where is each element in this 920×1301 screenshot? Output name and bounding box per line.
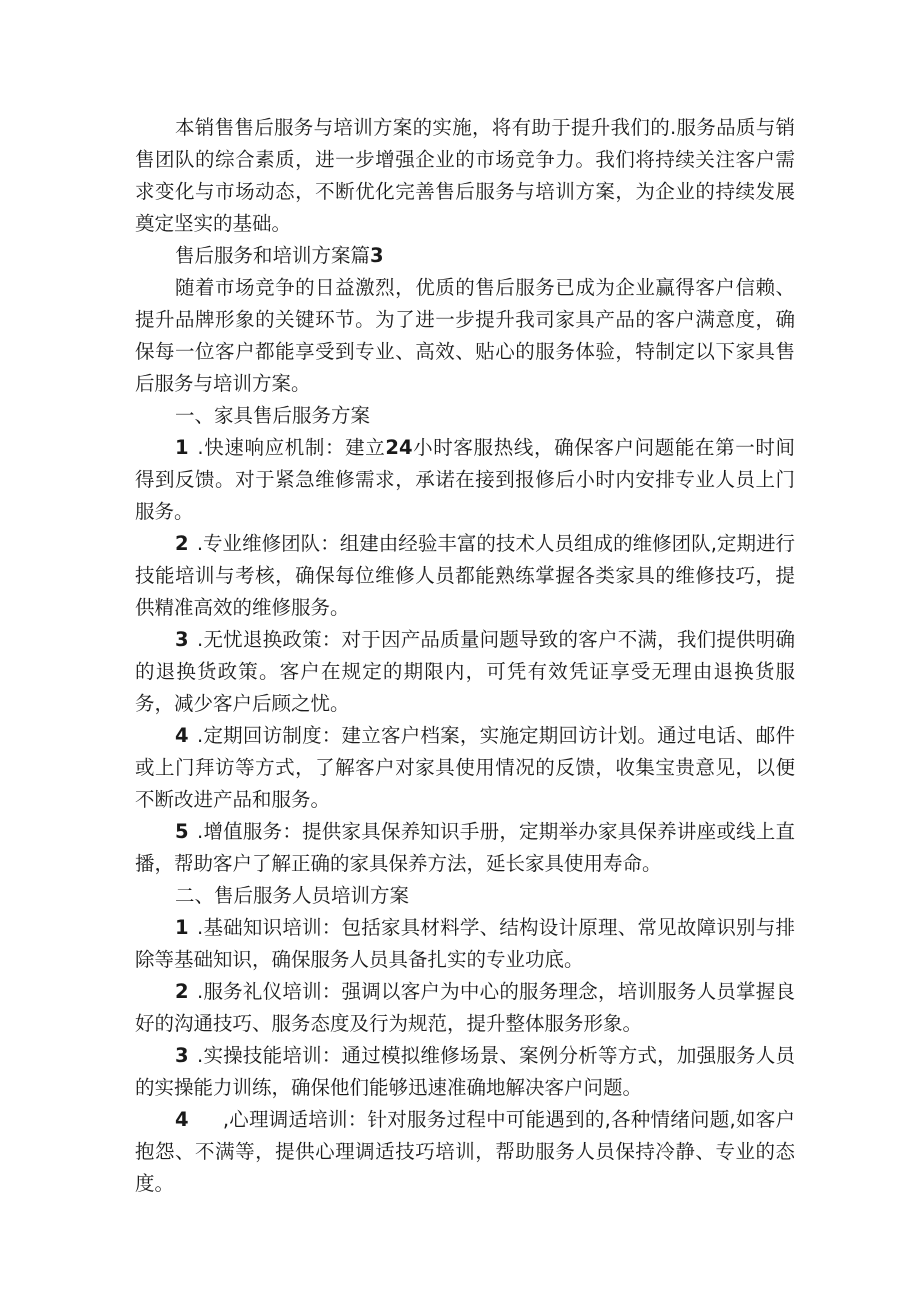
item-number: 3 (175, 1044, 191, 1067)
item-number: 2 (175, 532, 191, 555)
part2-item (135, 976, 795, 1040)
item-text: .服务礼仪培训：强调以客户为中心的服务理念，培训服务人员掌握良好的沟通技巧、服务态度及行为规范，提升整体服务形象。 (135, 980, 796, 1035)
item-number: 5 (175, 820, 191, 843)
intro-paragraph: 本销售售后服务与培训方案的实施，将有助于提升我们的.服务品质与销售团队的综合素质，进一步增强企业的市场竞争力。我们将持续关注客户需求变化与市场动态，不断优化完善售后服务与培训方案，为企业的持续发展奠定坚实的基础。 (135, 116, 795, 235)
part1-title: 一、家具售后服务方案 (175, 404, 371, 427)
part1-item (135, 432, 795, 528)
part1-item (135, 528, 795, 624)
document-page (135, 112, 795, 1200)
part1-item (135, 720, 795, 816)
part2-item (135, 1104, 795, 1200)
item-text: .实操技能培训：通过模拟维修场景、案例分析等方式，加强服务人员的实操能力训练，确保他们能够迅速准确地解决客户问题。 (135, 1044, 796, 1099)
opening-paragraph: 随着市场竞争的日益激烈，优质的售后服务已成为企业赢得客户信赖、提升品牌形象的关键环节。为了进一步提升我司家具产品的客户满意度，确保每一位客户都能享受到专业、高效、贴心的服务体验，特制定以下家具售后服务与培训方案。 (135, 276, 795, 395)
item-text: .无忧退换政策：对于因产品质量问题导致的客户不满，我们提供明确的退换货政策。客户在规定的期限内，可凭有效凭证享受无理由退换货服务，减少客户后顾之忧。 (135, 628, 796, 715)
item-number: 1 (175, 916, 191, 939)
part2-item (135, 912, 795, 976)
item-number: 4 (175, 1108, 191, 1131)
item-text: ,心理调适培训：针对服务过程中可能遇到的,各种情绪问题,如客户抱怨、不满等，提供心理调适技巧培训，帮助服务人员保持冷静、专业的态度。 (135, 1108, 795, 1195)
part2-item (135, 1040, 795, 1104)
item-number: 2 (175, 980, 191, 1003)
item-bold-number: 24 (385, 436, 413, 459)
item-text-rest: 小时客服热线，确保客户问题能在第一时间得到反馈。对于紧急维修需求，承诺在接到报修后小时内安排专业人员上门服务。 (135, 436, 795, 523)
section-title-number: 3 (370, 244, 384, 267)
item-text: .专业维修团队：组建由经验丰富的技术人员组成的维修团队,定期进行技能培训与考核，确保每位维修人员都能熟练掌握各类家具的维修技巧，提供精准高效的维修服务。 (135, 532, 795, 619)
item-text: .增值服务：提供家具保养知识手册，定期举办家具保养讲座或线上直播，帮助客户了解正确的家具保养方法，延长家具使用寿命。 (135, 820, 796, 875)
item-number: 3 (175, 628, 191, 651)
section-title-text: 售后服务和培训方案篇 (175, 244, 371, 267)
part1-item (135, 816, 795, 880)
part2-title: 二、售后服务人员培训方案 (175, 884, 410, 907)
part1-item (135, 624, 795, 720)
item-text: .基础知识培训：包括家具材料学、结构设计原理、常见故障识别与排除等基础知识，确保服务人员具备扎实的专业功底。 (135, 916, 796, 971)
item-text: .定期回访制度：建立客户档案，实施定期回访计划。通过电话、邮件或上门拜访等方式，了解客户对家具使用情况的反馈，收集宝贵意见，以便不断改进产品和服务。 (135, 724, 796, 811)
section-title (135, 240, 795, 272)
item-number: 1 (175, 436, 191, 459)
item-number: 4 (175, 724, 191, 747)
item-text: .快速响应机制：建立 (197, 436, 386, 459)
